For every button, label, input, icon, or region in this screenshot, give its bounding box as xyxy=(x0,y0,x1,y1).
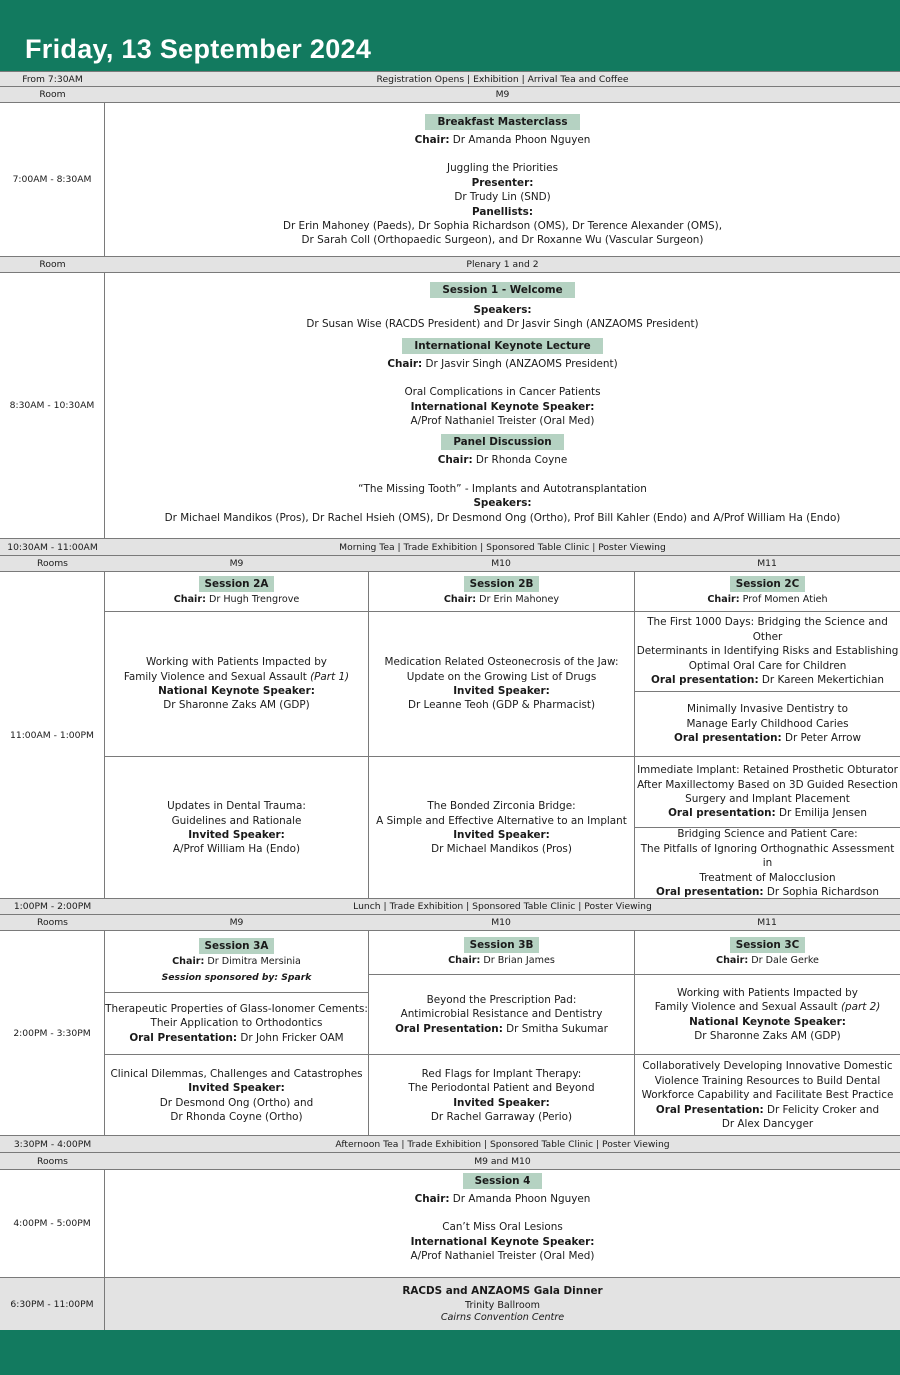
talk-line: Optimal Oral Care for Children xyxy=(688,659,847,672)
speaker-name: Dr Sophia Richardson xyxy=(763,886,879,899)
speaker-name: A/Prof Nathaniel Treister (Oral Med) xyxy=(410,415,595,428)
page-title: Friday, 13 September 2024 xyxy=(25,34,372,64)
chair-name: Dr Hugh Trengrove xyxy=(205,593,300,605)
breakfast-row xyxy=(0,103,900,257)
speaker-name: Dr Smitha Sukumar xyxy=(502,1022,608,1035)
session-2c-header xyxy=(635,572,900,611)
rooms-label: Rooms xyxy=(37,558,68,569)
room-name: Plenary 1 and 2 xyxy=(466,259,539,270)
talk-2b-2 xyxy=(369,757,634,899)
speaker-name: Dr Emilija Jensen xyxy=(775,807,867,820)
chair-label: Chair: xyxy=(443,593,477,605)
presenter-label: Presenter: xyxy=(471,176,534,189)
session-3c-header xyxy=(635,931,900,974)
session-tag: Session 3B xyxy=(464,937,540,953)
registration-bar xyxy=(0,71,900,87)
speaker-label: Oral Presentation: xyxy=(655,1103,764,1116)
talk-3c-1 xyxy=(635,975,900,1054)
speaker-name: Dr Michael Mandikos (Pros) xyxy=(431,843,572,856)
talk-line: The First 1000 Days: Bridging the Science and Other xyxy=(647,616,888,643)
room-name: M9 xyxy=(495,89,510,100)
speakers-label: Speakers: xyxy=(473,304,532,316)
session4-row xyxy=(0,1170,900,1278)
session-tag: Session 2B xyxy=(464,576,540,592)
session4-content xyxy=(105,1170,900,1277)
talk-2c-3 xyxy=(635,757,900,827)
chair-name: Prof Momen Atieh xyxy=(739,593,828,605)
chair-label: Chair: xyxy=(707,593,740,605)
talk-line: Guidelines and Rationale xyxy=(171,814,302,827)
lunch-bar xyxy=(0,899,900,915)
break-time: 10:30AM - 11:00AM xyxy=(7,541,98,553)
rooms-label: Rooms xyxy=(37,917,68,928)
speaker-label: Oral Presentation: xyxy=(129,1031,238,1044)
session-tag: Session 4 xyxy=(463,1173,543,1189)
time-slot: 8:30AM - 10:30AM xyxy=(0,273,105,538)
speakers-label: Speakers: xyxy=(473,497,532,510)
speaker-label: National Keynote Speaker: xyxy=(689,1015,846,1028)
talk-line: The Periodontal Patient and Beyond xyxy=(408,1082,595,1095)
sponsor-note: Session sponsored by: Spark xyxy=(161,971,312,983)
speaker-name: Dr Peter Arrow xyxy=(781,732,861,745)
afternoon-tea-bar xyxy=(0,1136,900,1153)
talk-line: A Simple and Effective Alternative to an Implant xyxy=(376,814,627,827)
talk-line: Family Violence and Sexual Assault xyxy=(654,1001,841,1014)
talk-line: Their Application to Orthodontics xyxy=(150,1017,323,1030)
session-2a-header xyxy=(105,572,368,611)
gala-content xyxy=(105,1278,900,1330)
presenter-name: Dr Trudy Lin (SND) xyxy=(454,191,551,204)
speaker-label: Oral Presentation: xyxy=(395,1022,503,1035)
talk-3b-1 xyxy=(369,975,634,1054)
speaker-name: Dr Sharonne Zaks AM (GDP) xyxy=(163,699,310,712)
room-name: M9 and M10 xyxy=(474,1155,531,1167)
chair-label: Chair: xyxy=(448,954,481,966)
talk-line: Determinants in Identifying Risks and Establishing xyxy=(636,645,899,658)
breakfast-content xyxy=(105,103,900,256)
speaker-name: Dr Rhonda Coyne (Ortho) xyxy=(170,1110,303,1123)
time-slot: 11:00AM - 1:00PM xyxy=(0,572,105,898)
room-label: Room xyxy=(39,259,66,270)
talk-part: (Part 1) xyxy=(310,670,350,683)
talk-line: Workforce Capability and Facilitate Best Practice xyxy=(641,1089,894,1102)
speaker-label: Invited Speaker: xyxy=(453,829,550,841)
room-bar xyxy=(0,87,900,103)
talk-title: Can’t Miss Oral Lesions xyxy=(442,1221,563,1234)
break-time: 3:30PM - 4:00PM xyxy=(13,1138,92,1150)
time-slot: 6:30PM - 11:00PM xyxy=(0,1278,105,1330)
chair-name: Dr Jasvir Singh (ANZAOMS President) xyxy=(422,357,618,370)
talk-line: Update on the Growing List of Drugs xyxy=(406,670,597,683)
talk-2a-2 xyxy=(105,757,368,899)
chair-label: Chair: xyxy=(172,956,205,968)
session-tag: Session 2A xyxy=(199,576,275,592)
room-m10: M10 xyxy=(491,917,511,928)
talk-line: Working with Patients Impacted by xyxy=(677,986,858,999)
chair-name: Dr Erin Mahoney xyxy=(476,593,560,605)
session-3b-header xyxy=(369,931,634,974)
registration-time: From 7:30AM xyxy=(22,73,83,85)
chair-name: Dr Dimitra Mersinia xyxy=(204,956,301,968)
speaker-label: Oral presentation: xyxy=(668,807,776,820)
talk-2c-4 xyxy=(635,828,900,899)
rooms-bar xyxy=(0,1153,900,1170)
talk-line: Therapeutic Properties of Glass-Ionomer Cements: xyxy=(105,1002,368,1015)
talk-line: Manage Early Childhood Caries xyxy=(686,717,849,730)
speakers-names: Dr Michael Mandikos (Pros), Dr Rachel Hsieh (OMS), Dr Desmond Ong (Ortho), Prof Bill Kahler (Endo) and A/Prof William Ha (Endo) xyxy=(164,511,841,524)
speaker-label: Invited Speaker: xyxy=(188,829,285,841)
session-tag: Session 3C xyxy=(730,937,805,953)
session-tag: Session 2C xyxy=(730,576,805,592)
talk-line: Minimally Invasive Dentistry to xyxy=(687,703,848,716)
speaker-name: Dr Leanne Teoh (GDP & Pharmacist) xyxy=(407,699,596,712)
talk-line: Bridging Science and Patient Care: xyxy=(677,828,858,841)
talk-line: Medication Related Osteonecrosis of the Jaw: xyxy=(384,656,619,669)
break-text: Afternoon Tea | Trade Exhibition | Sponsored Table Clinic | Poster Viewing xyxy=(335,1138,670,1150)
speaker-name: Dr Rachel Garraway (Perio) xyxy=(430,1110,573,1123)
talk-title: “The Missing Tooth” - Implants and Autotransplantation xyxy=(358,482,647,495)
gala-venue: Trinity Ballroom xyxy=(465,1300,540,1311)
room-bar xyxy=(0,257,900,273)
speaker-label: International Keynote Speaker: xyxy=(410,1235,595,1248)
chair-label: Chair: xyxy=(414,134,450,146)
panellists-label: Panellists: xyxy=(472,205,533,218)
speaker-name: A/Prof Nathaniel Treister (Oral Med) xyxy=(410,1250,595,1263)
session3-row xyxy=(0,931,900,1136)
chair-label: Chair: xyxy=(414,1193,450,1205)
talk-line: Immediate Implant: Retained Prosthetic Obturator xyxy=(637,764,898,777)
talk-line: Clinical Dilemmas, Challenges and Catastrophes xyxy=(110,1067,363,1080)
chair-name: Dr Amanda Phoon Nguyen xyxy=(449,134,591,146)
chair-label: Chair: xyxy=(437,454,473,467)
chair-name: Dr Dale Gerke xyxy=(748,954,819,966)
chair-label: Chair: xyxy=(173,593,206,605)
speaker-label: Invited Speaker: xyxy=(453,685,550,697)
speaker-name: Dr Kareen Mekertichian xyxy=(758,674,884,687)
talk-line: Surgery and Implant Placement xyxy=(685,793,850,805)
speaker-label: National Keynote Speaker: xyxy=(158,685,315,697)
talk-line: After Maxillectomy Based on 3D Guided Resection xyxy=(637,778,898,791)
break-time: 1:00PM - 2:00PM xyxy=(13,901,92,912)
talk-2c-2 xyxy=(635,692,900,756)
plenary-row xyxy=(0,273,900,539)
session2-row xyxy=(0,572,900,899)
chair-label: Chair: xyxy=(387,357,423,370)
plenary-content xyxy=(105,273,900,538)
session-tag: Panel Discussion xyxy=(441,434,563,450)
talk-3c-2 xyxy=(635,1055,900,1136)
time-slot: 2:00PM - 3:30PM xyxy=(0,931,105,1135)
session-tag: Session 1 - Welcome xyxy=(430,282,574,298)
chair-label: Chair: xyxy=(716,954,749,966)
break-text: Lunch | Trade Exhibition | Sponsored Table Clinic | Poster Viewing xyxy=(353,901,652,912)
session-tag: International Keynote Lecture xyxy=(402,338,602,354)
time-slot: 4:00PM - 5:00PM xyxy=(0,1170,105,1277)
talk-3b-2 xyxy=(369,1055,634,1136)
rooms-label: Rooms xyxy=(37,1155,68,1167)
speakers-names: Dr Susan Wise (RACDS President) and Dr Jasvir Singh (ANZAOMS President) xyxy=(306,318,699,331)
talk-line: Antimicrobial Resistance and Dentistry xyxy=(400,1008,603,1021)
talk-part: (part 2) xyxy=(840,1001,881,1014)
talk-line: Red Flags for Implant Therapy: xyxy=(421,1067,582,1080)
talk-title: Juggling the Priorities xyxy=(447,162,558,175)
talk-2a-1 xyxy=(105,612,368,756)
room-m11: M11 xyxy=(757,917,777,928)
talk-2b-1 xyxy=(369,612,634,756)
speaker-name: Dr John Fricker OAM xyxy=(237,1031,344,1044)
talk-line: Treatment of Malocclusion xyxy=(699,871,836,884)
speaker-name: Dr Felicity Croker and xyxy=(763,1103,880,1116)
panellists-line: Dr Erin Mahoney (Paeds), Dr Sophia Richardson (OMS), Dr Terence Alexander (OMS), xyxy=(282,220,722,233)
speaker-name: A/Prof William Ha (Endo) xyxy=(172,843,301,856)
speaker-name: Dr Desmond Ong (Ortho) and xyxy=(159,1096,314,1109)
chair-name: Dr Rhonda Coyne xyxy=(472,454,568,467)
talk-title: Oral Complications in Cancer Patients xyxy=(404,386,601,399)
talk-line: Working with Patients Impacted by xyxy=(146,656,327,669)
room-m10: M10 xyxy=(491,558,511,569)
talk-line: The Pitfalls of Ignoring Orthognathic Assessment in xyxy=(640,842,895,870)
time-slot: 7:00AM - 8:30AM xyxy=(0,103,105,256)
speaker-name: Dr Alex Dancyger xyxy=(721,1118,814,1131)
room-m11: M11 xyxy=(757,558,777,569)
talk-3a-2 xyxy=(105,1055,368,1136)
speaker-label: International Keynote Speaker: xyxy=(410,400,595,413)
talk-line: Collaboratively Developing Innovative Domestic xyxy=(642,1060,893,1073)
speaker-label: Oral presentation: xyxy=(656,886,764,899)
talk-2c-1 xyxy=(635,612,900,691)
gala-title: RACDS and ANZAOMS Gala Dinner xyxy=(402,1285,603,1297)
speaker-label: Invited Speaker: xyxy=(453,1096,550,1109)
speaker-label: Oral presentation: xyxy=(674,732,782,745)
speaker-label: Oral presentation: xyxy=(651,674,759,687)
room-label: Room xyxy=(39,89,66,100)
panellists-line: Dr Sarah Coll (Orthopaedic Surgeon), and Dr Roxanne Wu (Vascular Surgeon) xyxy=(301,234,704,247)
rooms-bar xyxy=(0,915,900,931)
session-tag: Breakfast Masterclass xyxy=(425,114,579,130)
gala-dinner-row xyxy=(0,1278,900,1330)
session-3a-header xyxy=(105,931,368,992)
talk-3a-1 xyxy=(105,993,368,1054)
chair-name: Dr Brian James xyxy=(480,954,555,966)
chair-name: Dr Amanda Phoon Nguyen xyxy=(449,1193,591,1205)
talk-line: The Bonded Zirconia Bridge: xyxy=(427,800,576,813)
room-m9: M9 xyxy=(229,917,244,928)
talk-line: Updates in Dental Trauma: xyxy=(167,800,306,813)
talk-line: Family Violence and Sexual Assault xyxy=(123,670,311,683)
break-text: Morning Tea | Trade Exhibition | Sponsored Table Clinic | Poster Viewing xyxy=(339,541,666,553)
page-header xyxy=(0,0,900,71)
session-2b-header xyxy=(369,572,634,611)
speaker-label: Invited Speaker: xyxy=(188,1082,285,1095)
session-tag: Session 3A xyxy=(199,938,275,954)
rooms-bar xyxy=(0,556,900,572)
registration-text: Registration Opens | Exhibition | Arrival Tea and Coffee xyxy=(376,73,629,85)
talk-line: Beyond the Prescription Pad: xyxy=(426,993,577,1006)
gala-place: Cairns Convention Centre xyxy=(440,1312,565,1323)
morning-tea-bar xyxy=(0,539,900,556)
speaker-name: Dr Sharonne Zaks AM (GDP) xyxy=(694,1029,841,1042)
talk-line: Violence Training Resources to Build Dental xyxy=(654,1074,881,1087)
room-m9: M9 xyxy=(229,558,244,569)
page-footer xyxy=(0,1330,900,1375)
